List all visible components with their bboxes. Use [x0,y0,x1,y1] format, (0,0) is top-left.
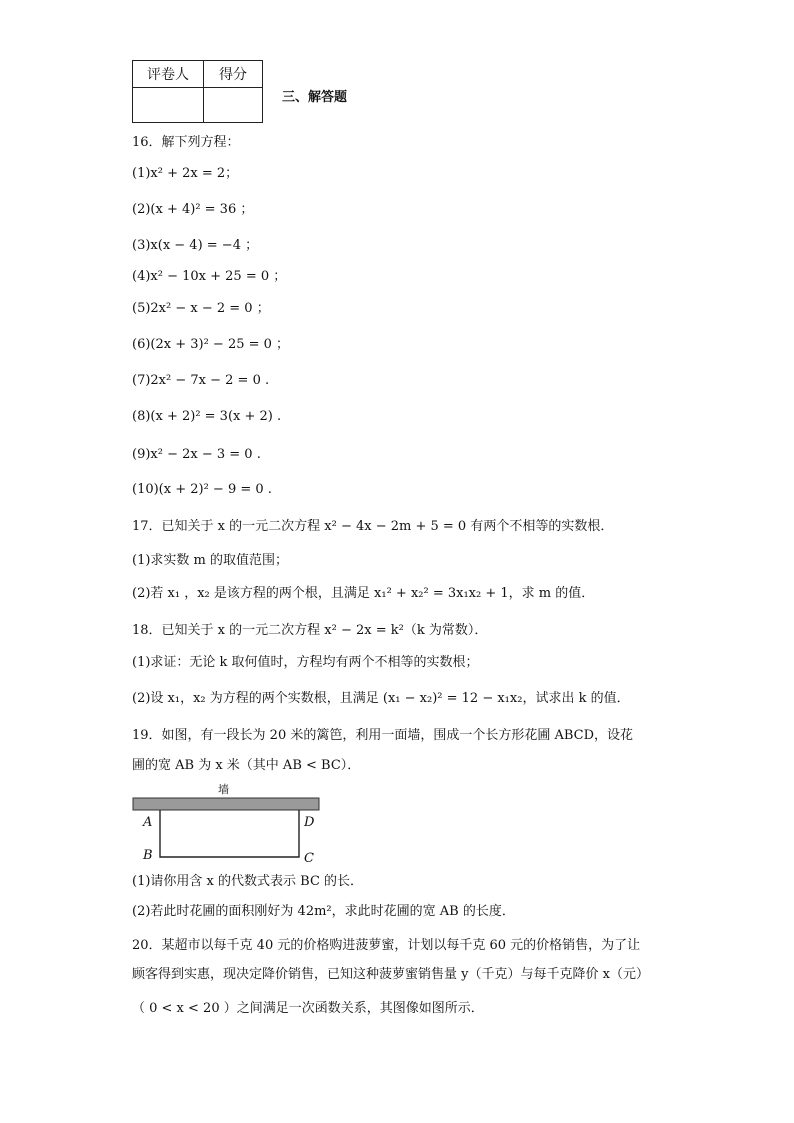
q20-line2: 顾客得到实惠，现决定降价销售，已知这种菠萝蜜销售量 y（千克）与每千克降价 x（元） [132,967,649,982]
score-header: 得分 [204,61,263,88]
q17-part1: (1)求实数 m 的取值范围； [132,553,289,568]
grader-cell[interactable] [133,88,204,123]
q18-part2: (2)设 x₁，x₂ 为方程的两个实数根，且满足 (x₁ − x₂)² = 12 − x₁x₂，试求出 k 的值． [132,691,630,706]
q16-item-3: (3)x(x − 4) = −4 ； [132,238,259,253]
q16-item-1: (1)x² + 2x = 2； [132,166,239,181]
q16-item-6: (6)(2x + 3)² − 25 = 0 ； [132,337,290,352]
wall-rect [133,798,319,810]
q19-stem-line1: 19．如图，有一段长为 20 米的篱笆，利用一面墙，围成一个长方形花圃 ABCD，设花 [132,728,634,743]
score-cell[interactable] [204,88,263,123]
q19-stem-line2: 圃的宽 AB 为 x 米（其中 AB < BC）． [132,758,361,773]
q18-stem: 18．已知关于 x 的一元二次方程 x² − 2x = k²（k 为常数）． [132,623,488,638]
wall-label: 墙 [218,783,229,796]
grader-header: 评卷人 [133,61,204,88]
q17-part2: (2)若 x₁ ，x₂ 是该方程的两个根，且满足 x₁² + x₂² = 3x₁x₂ + 1，求 m 的值． [132,586,595,601]
q19-part2: (2)若此时花圃的面积刚好为 42m²，求此时花圃的宽 AB 的长度． [132,904,515,919]
q16-item-9: (9)x² − 2x − 3 = 0 . [132,447,261,462]
vertex-D: D [304,815,315,830]
q17-stem: 17．已知关于 x 的一元二次方程 x² − 4x − 2m + 5 = 0 有两个不相等的实数根． [132,519,614,534]
q16-item-2: (2)(x + 4)² = 36 ； [132,202,254,217]
q20-line1: 20．某超市以每千克 40 元的价格购进菠萝蜜，计划以每千克 60 元的价格销售，为了让 [132,938,641,953]
vertex-A: A [143,815,153,830]
q19-part1: (1)请你用含 x 的代数式表示 BC 的长． [132,874,364,889]
grading-table [132,60,263,123]
q16-item-4: (4)x² − 10x + 25 = 0 ； [132,269,287,284]
q16-item-5: (5)2x² − x − 2 = 0 ； [132,301,270,316]
q16-title: 16．解下列方程： [132,135,240,150]
q18-part1: (1)求证：无论 k 取何值时，方程均有两个不相等的实数根； [132,655,479,670]
vertex-B: B [143,848,153,863]
section-title: 三、解答题 [282,90,348,105]
vertex-C: C [304,851,314,866]
garden-diagram [130,795,325,865]
fence-outline [160,810,299,857]
q16-item-10: (10)(x + 2)² − 9 = 0 . [132,482,272,497]
q16-item-8: (8)(x + 2)² = 3(x + 2) . [132,409,282,424]
q16-item-7: (7)2x² − 7x − 2 = 0 . [132,373,270,388]
q20-line3: （ 0 < x < 20 ）之间满足一次函数关系，其图像如图所示． [132,1001,484,1016]
